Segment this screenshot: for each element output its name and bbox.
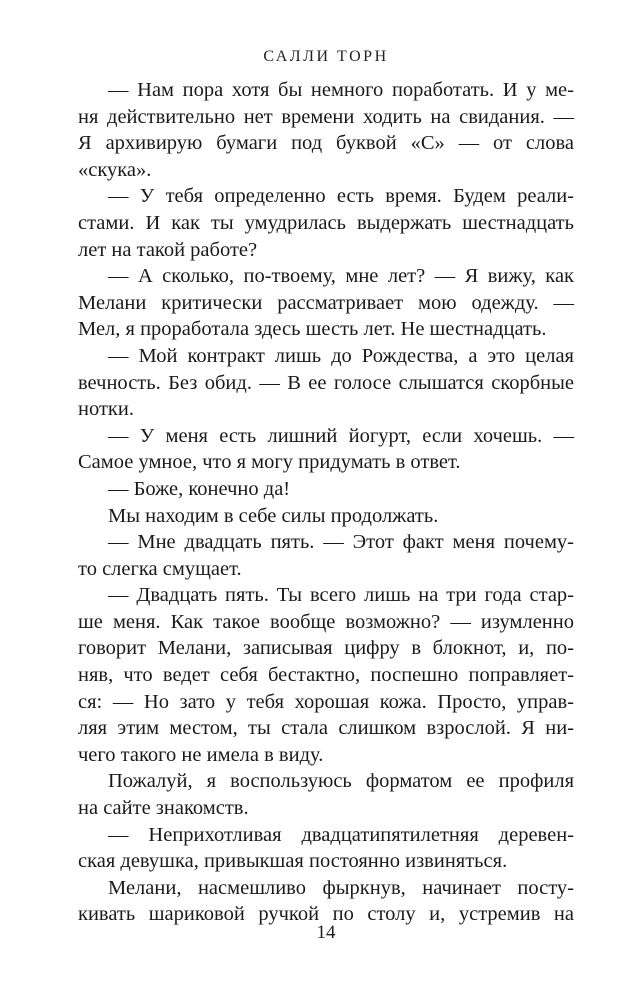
text-line: — Нам пора хотя бы немного поработать. И у ме- bbox=[108, 79, 574, 101]
text-line: Мы находим в себе силы продолжать. bbox=[108, 504, 439, 527]
book-page bbox=[78, 0, 574, 1001]
text-line: нотки. bbox=[78, 398, 134, 421]
text-line: ляя этим местом, ты стала слишком взрослой. Я ни- bbox=[78, 717, 574, 740]
text-line: — Мне двадцать пять. — Этот факт меня почему- bbox=[108, 531, 574, 554]
page-number: 14 bbox=[316, 922, 336, 943]
text-line: вечность. Без обид. — В ее голосе слышатся скорбные bbox=[78, 371, 574, 394]
text-line: «скука». bbox=[78, 158, 152, 181]
text-line: ская девушка, привыкшая постоянно извиняться. bbox=[78, 850, 508, 873]
text-line: — Мой контракт лишь до Рождества, а это целая bbox=[108, 344, 574, 367]
text-line: то слегка смущает. bbox=[78, 557, 242, 580]
text-line: Мел, я проработала здесь шесть лет. Не шестнадцать. bbox=[78, 318, 547, 341]
text-line: говорит Мелани, записывая цифру в блокнот, и, по- bbox=[78, 637, 574, 660]
text-line: — Двадцать пять. Ты всего лишь на три года стар- bbox=[108, 584, 574, 607]
text-line: Мелани, насмешливо фыркнув, начинает посту- bbox=[108, 876, 574, 899]
text-line: няв, что ведет себя бестактно, поспешно поправляет- bbox=[78, 664, 574, 687]
text-line: чего такого не имела в виду. bbox=[78, 743, 324, 766]
text-line: стами. И как ты умудрилась выдержать шестнадцать bbox=[78, 211, 574, 234]
text-line: — Боже, конечно да! bbox=[108, 477, 291, 500]
text-line: Мелани критически рассматривает мою одежду. — bbox=[78, 291, 574, 314]
body-text bbox=[78, 77, 574, 928]
text-line: — У меня есть лишний йогурт, если хочешь. — bbox=[108, 424, 574, 447]
text-line: ня действительно нет времени ходить на свидания. — bbox=[78, 105, 574, 128]
text-line: кивать шариковой ручкой по столу и, устремив на bbox=[78, 903, 574, 926]
text-line: — А сколько, по-твоему, мне лет? — Я вижу, как bbox=[108, 265, 574, 288]
text-line: — Неприхотливая двадцатипятилетняя деревен- bbox=[108, 823, 574, 846]
text-line: ше меня. Как такое вообще возможно? — изумленно bbox=[78, 610, 574, 633]
running-head: САЛЛИ ТОРН bbox=[263, 48, 389, 65]
text-line: Самое умное, что я могу придумать в ответ. bbox=[78, 451, 461, 474]
text-line: лет на такой работе? bbox=[78, 238, 258, 261]
text-line: Я архивирую бумаги под буквой «С» — от слова bbox=[78, 132, 574, 155]
text-line: на сайте знакомств. bbox=[78, 797, 249, 820]
text-line: — У тебя определенно есть время. Будем реали- bbox=[108, 185, 574, 208]
text-line: Пожалуй, я воспользуюсь форматом ее профиля bbox=[108, 770, 574, 793]
text-line: ся: — Но зато у тебя хорошая кожа. Просто, управ- bbox=[78, 690, 574, 713]
